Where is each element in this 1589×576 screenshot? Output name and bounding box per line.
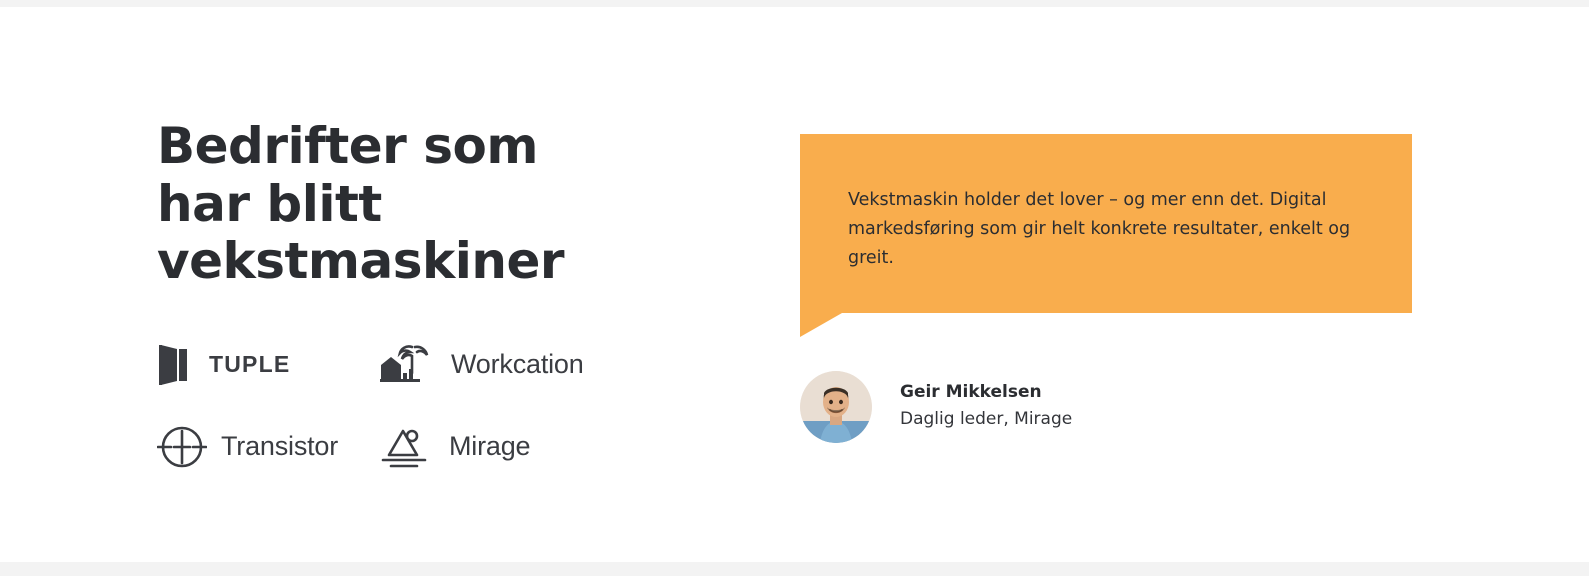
logo-label-transistor: Transistor [221, 431, 339, 461]
testimonial-quote-bubble [800, 134, 1412, 313]
logo-item-workcation[interactable] [379, 343, 717, 387]
bottom-page-strip [0, 562, 1589, 576]
author-name: Geir Mikkelsen [900, 382, 1042, 403]
logo-label-workcation: Workcation [451, 349, 584, 379]
tuple-book-icon [157, 343, 195, 387]
mirage-mountain-icon [379, 423, 435, 471]
testimonial-attribution [800, 371, 1415, 443]
top-page-strip [0, 0, 1589, 7]
client-logo-grid [157, 343, 717, 471]
attribution-text [900, 380, 1072, 433]
logo-item-tuple[interactable] [157, 343, 379, 387]
logo-item-mirage[interactable] [379, 423, 717, 471]
logo-label-mirage: Mirage [449, 431, 531, 461]
testimonial-quote-text: Vekstmaskin holder det lover – og mer enn det. Digital markedsføring som gir helt konkrete resultater, enkelt og greit. [848, 190, 1351, 268]
logo-label-tuple: TUPLE [209, 351, 291, 377]
logo-item-transistor[interactable] [157, 423, 379, 471]
author-role: Daglig leder, Mirage [900, 408, 1073, 429]
right-column [800, 134, 1415, 443]
avatar [800, 371, 872, 443]
page-title: Bedrifter som har blitt vekstmaskiner [157, 117, 565, 290]
quote-bubble-tail [800, 313, 842, 337]
workcation-palm-house-icon [379, 343, 437, 387]
left-column [157, 118, 717, 471]
transistor-circle-icon [157, 423, 207, 471]
